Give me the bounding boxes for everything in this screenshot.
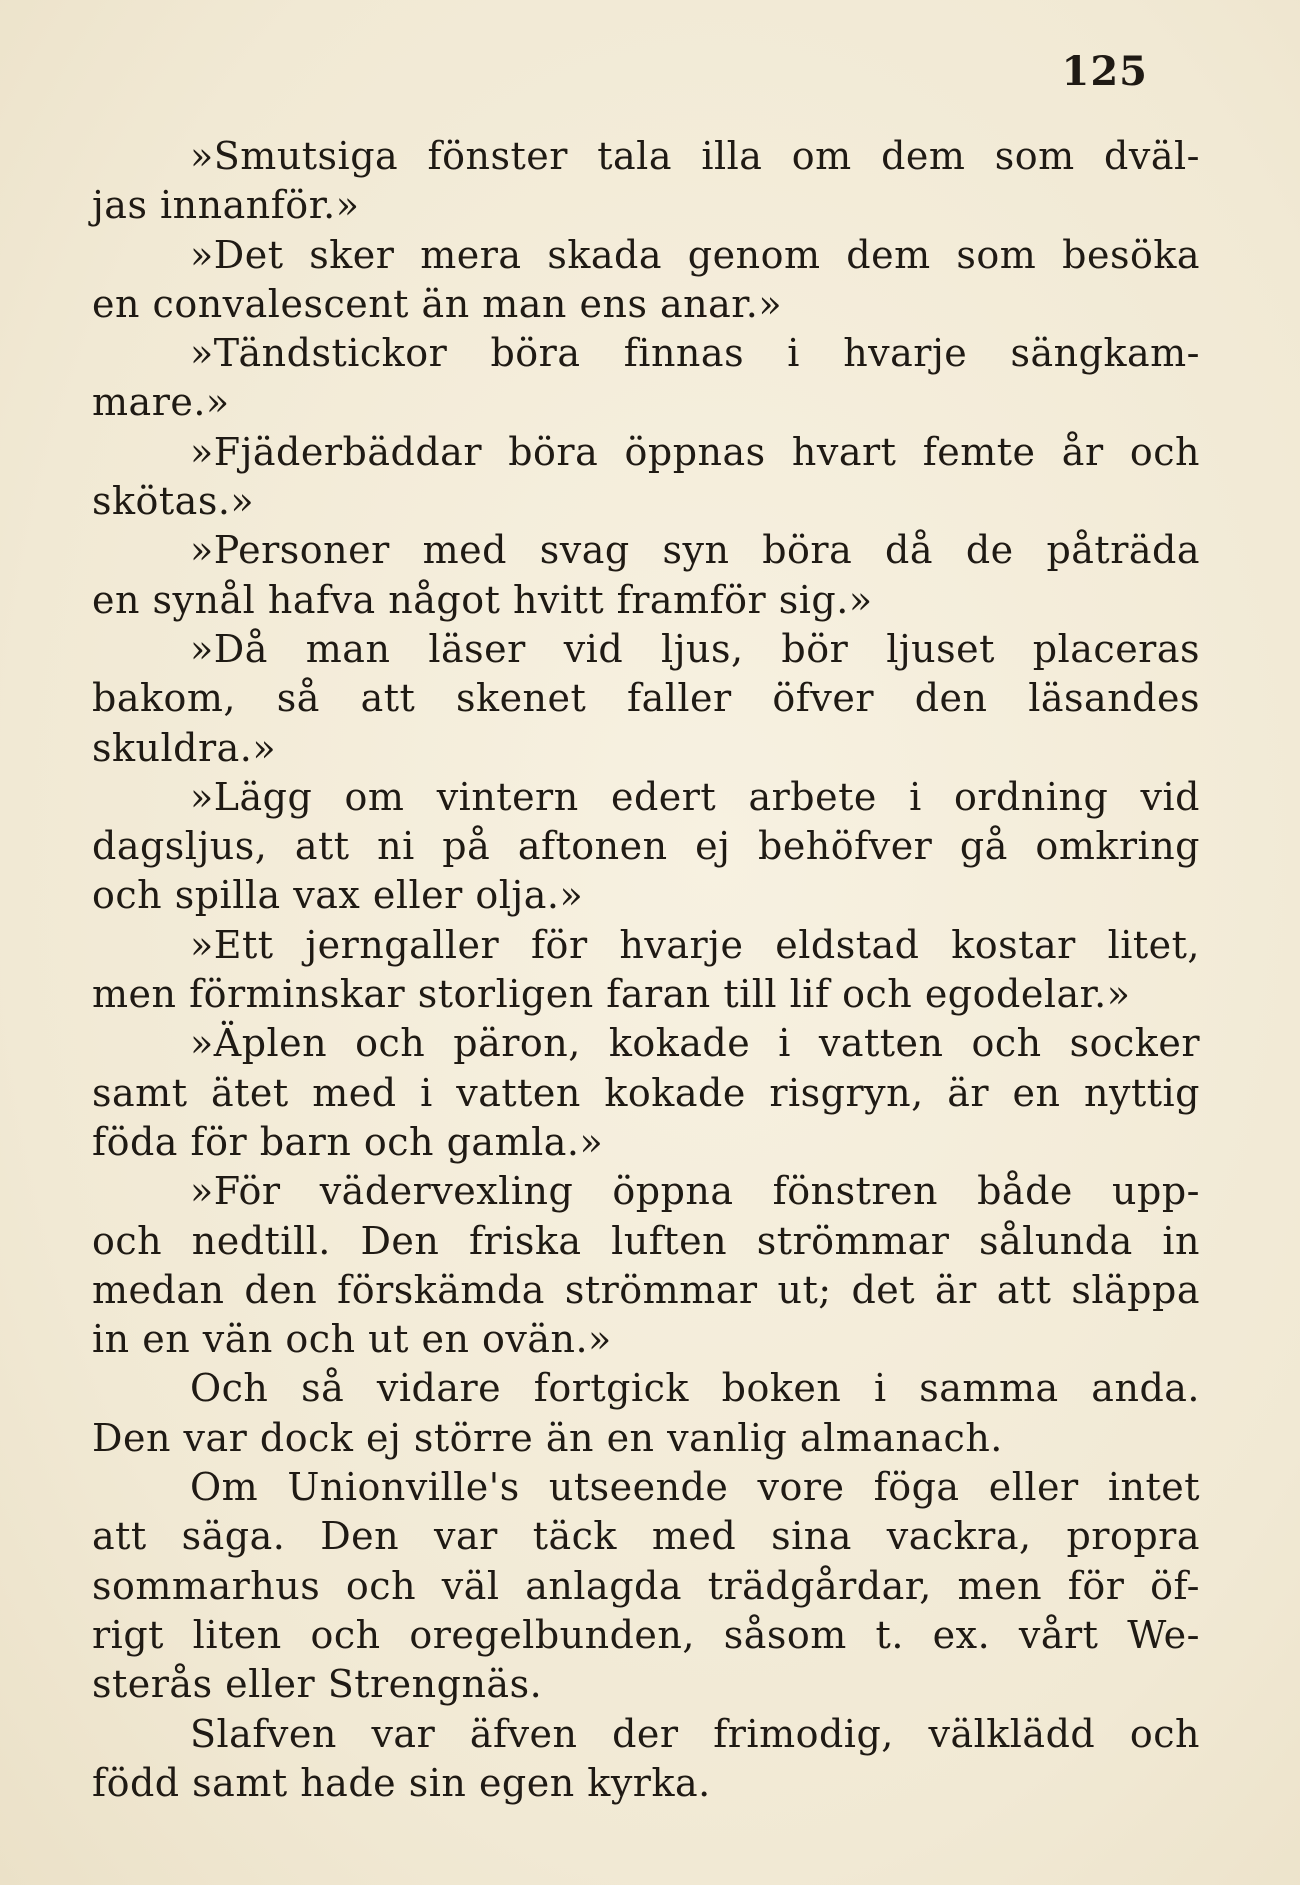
text-line: att säga. Den var täck med sina vackra, propra xyxy=(92,1514,1200,1559)
text-line: Den var dock ej större än en vanlig almanach. xyxy=(92,1415,1003,1460)
text-line: skötas.» xyxy=(92,479,255,524)
text-line: mare.» xyxy=(92,380,230,425)
text-line: jas innanför.» xyxy=(92,183,360,228)
text-line: in en vän och ut en ovän.» xyxy=(92,1317,612,1362)
text-line: »Smutsiga fönster tala illa om dem som dväl- xyxy=(190,134,1200,178)
text-line: »Personer med svag syn böra då de påträda xyxy=(190,528,1200,573)
text-line: sommarhus och väl anlagda trädgårdar, men för öf- xyxy=(92,1563,1200,1608)
text-line: och nedtill. Den friska luften strömmar sålunda in xyxy=(92,1218,1200,1263)
text-line: medan den förskämda strömmar ut; det är att släppa xyxy=(92,1267,1200,1312)
text-line: »Då man läser vid ljus, bör ljuset placeras xyxy=(190,626,1200,671)
text-line: »Äplen och päron, kokade i vatten och socker xyxy=(190,1021,1200,1066)
text-line: men förminskar storligen faran till lif och egodelar.» xyxy=(92,972,1131,1017)
text-line: »Tändstickor böra finnas i hvarje sängkam- xyxy=(190,331,1200,376)
text-line: född samt hade sin egen kyrka. xyxy=(92,1760,711,1805)
text-line: Slafven var äfven der frimodig, välklädd och xyxy=(190,1711,1200,1756)
text-line: dagsljus, att ni på aftonen ej behöfver gå omkring xyxy=(92,824,1200,869)
text-line: »Ett jerngaller för hvarje eldstad kostar litet, xyxy=(190,922,1200,967)
text-line: »För vädervexling öppna fönstren både upp- xyxy=(190,1169,1200,1214)
text-line: och spilla vax eller olja.» xyxy=(92,873,584,918)
text-line: föda för barn och gamla.» xyxy=(92,1119,604,1164)
text-line: »Det sker mera skada genom dem som besöka xyxy=(190,232,1200,277)
text-line: bakom, så att skenet faller öfver den läsandes xyxy=(92,676,1200,721)
body-text xyxy=(92,132,1200,1808)
text-line: Och så vidare fortgick boken i samma anda. xyxy=(190,1366,1200,1411)
page-number: 125 xyxy=(1061,48,1148,95)
text-line: »Lägg om vintern edert arbete i ordning vid xyxy=(190,774,1200,819)
text-line: Om Unionville's utseende vore föga eller intet xyxy=(190,1465,1200,1510)
text-line: sterås eller Strengnäs. xyxy=(92,1662,543,1707)
text-line: en synål hafva något hvitt framför sig.» xyxy=(92,577,873,622)
text-line: »Fjäderbäddar böra öppnas hvart femte år och xyxy=(190,429,1200,474)
text-line: rigt liten och oregelbunden, såsom t. ex. vårt We- xyxy=(92,1612,1200,1657)
text-line: en convalescent än man ens anar.» xyxy=(92,281,783,326)
text-line: samt ätet med i vatten kokade risgryn, är en nyttig xyxy=(92,1070,1200,1115)
text-line: skuldra.» xyxy=(92,725,277,770)
